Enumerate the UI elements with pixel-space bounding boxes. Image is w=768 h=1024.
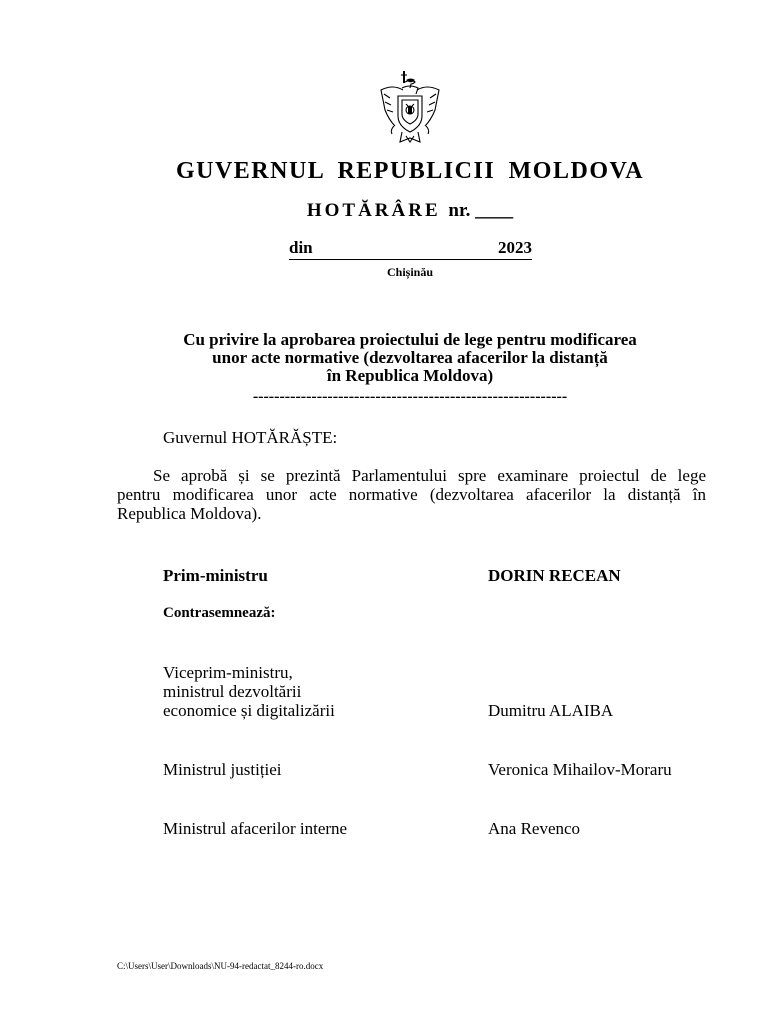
date-prefix: din — [289, 238, 313, 257]
separator-dashes: ----------------------------------------------------------- — [252, 388, 568, 405]
paragraph-first-line: Se aprobă și se prezintă Parlamentului spre examinare proiectul de lege — [153, 466, 706, 485]
prime-minister-name: DORIN RECEAN — [488, 566, 621, 585]
decision-label: HOTĂRÂRE — [306, 200, 441, 221]
signatory-role-2: Ministrul justiției — [163, 760, 282, 779]
government-title: GUVERNUL REPUBLICII MOLDOVA — [175, 158, 645, 184]
coat-of-arms-moldova-icon — [372, 70, 448, 150]
signatory-role-3: Ministrul afacerilor interne — [163, 819, 348, 838]
subject-line-3: în Republica Moldova) — [326, 366, 494, 385]
prime-minister-role: Prim-ministru — [163, 566, 268, 585]
countersign-label: Contrasemnează: — [163, 605, 276, 621]
signatory-name-3: Ana Revenco — [488, 819, 581, 838]
signatory-name-2: Veronica Mihailov-Moraru — [488, 760, 672, 779]
decision-number: nr. ____ — [448, 200, 514, 221]
date-line — [289, 237, 532, 260]
subject-line-1: Cu privire la aprobarea proiectului de lege pentru modificarea — [183, 330, 637, 349]
paragraph-rest: pentru modificarea unor acte normative (dezvoltarea afacerilor la distanță în Republica Moldova). — [117, 485, 706, 523]
decision-paragraph — [117, 466, 706, 523]
decision-title — [0, 200, 768, 222]
subject-line-2: unor acte normative (dezvoltarea afacerilor la distanță — [212, 348, 608, 367]
signatory-role-1-line-2: ministrul dezvoltării — [163, 682, 302, 701]
subject-heading — [0, 331, 768, 385]
signatory-name-1: Dumitru ALAIBA — [488, 701, 614, 720]
date-year: 2023 — [498, 238, 532, 257]
city: Chișinău — [386, 265, 434, 279]
signatory-role-1-line-1: Viceprim-ministru, — [163, 663, 293, 682]
signatory-role-1 — [163, 663, 335, 720]
footer-file-path: C:\Users\User\Downloads\NU-94-redactat_8244-ro.docx — [117, 961, 324, 971]
decides-statement: Guvernul HOTĂRĂȘTE: — [163, 428, 338, 447]
signatory-role-1-line-3: economice și digitalizării — [163, 701, 335, 720]
